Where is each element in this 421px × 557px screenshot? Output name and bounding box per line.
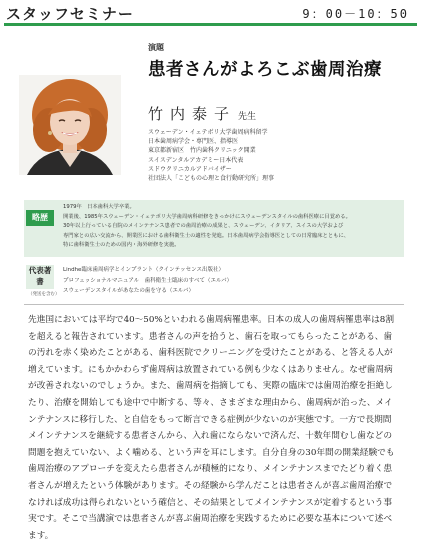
bio-line: 開業後、1985年スウェーデン・イェテボリ大学歯周病科研修をきっかけにスウェーデンスタイルの歯科医療に目覚める。 <box>63 213 351 220</box>
header-divider <box>4 23 417 26</box>
speaker-credentials <box>148 128 274 183</box>
topic-label: 演題 <box>148 42 164 52</box>
abstract-line: 歯周治療のアプローチを変えたら患者さんが積極的になり、メインテナンスまでたどり着く患 <box>28 464 393 475</box>
header <box>0 0 421 26</box>
bio-label: 略歴 <box>26 210 54 226</box>
lecture-title: 患者さんがよろこぶ歯周治療 <box>148 60 382 80</box>
seminar-time: 9：00－10：50 <box>302 7 409 21</box>
credential-line: 日本歯周病学会・専門医、指導医 <box>148 138 239 146</box>
bio-text <box>63 203 401 251</box>
bio-section <box>24 200 404 257</box>
abstract-line: 先進国においては平均で40～50%といわれる歯周病罹患率。日本の成人の歯周病罹患率は8割 <box>28 315 395 325</box>
book-item: スウェーデンスタイルがあなたの歯を守る（エルパ） <box>63 288 195 294</box>
books-label: 代表著書 <box>26 265 54 289</box>
books-list <box>63 265 232 297</box>
book-item: Lindhe臨床歯周病学とインプラント（クインテッセンス出版社） <box>63 267 225 273</box>
section-divider <box>24 304 404 305</box>
abstract-line: 問題を抱えていない、よく噛める、という声を耳にします。自分自身の30年間の開業経験でも <box>28 447 395 458</box>
portrait-image <box>19 75 121 175</box>
abstract-line: が改善されないのでしょうか。また、歯周病を指摘しても、実際の臨床では歯周治療を拒絶し <box>28 381 393 392</box>
abstract-line: なければ成功は得られないという確信と、その結果としてメインテナンスが定着するという事 <box>28 497 393 508</box>
bio-line: 特に歯科衛生士のための国内・海外研修を実施。 <box>63 242 180 248</box>
credential-line: 社団法人「こどもの心理と食行動研究所」理事 <box>148 175 275 183</box>
speaker-name <box>148 103 256 124</box>
credential-line: スイスデンタルアカデミー日本代表 <box>148 156 244 164</box>
credential-line: 東京都新宿区 竹内歯科クリニック開業 <box>148 147 256 155</box>
abstract-line: ンテナンスに移行した、と自信をもって断言できる症例が少ないのが実態です。一方で長期間 <box>28 414 392 425</box>
speaker-honorific: 先生 <box>238 112 257 122</box>
speaker-photo <box>19 75 121 175</box>
abstract-line: を超えると報告されています。患者さんの声を拾うと、歯石を取ってもらったことがある、歯 <box>28 331 393 342</box>
bio-line: 専門家との広い交流から、開業医における歯科衛生士の適性を発進。日本歯周病学会指導医としての日常臨床とともに、 <box>63 232 350 239</box>
abstract-line: 者さんが増えたという体験があります。その経験から学んだことは患者さんが喜ぶ歯周治療で <box>28 480 393 491</box>
bio-line: 30年以上行っている自院のメインテナンス患者での歯周治療の成果と、スウェーデン、イタリア、スイスの大学および <box>63 223 344 229</box>
abstract-line: たり、治療を開始しても途中で中断する、等々、さまざまな理由から、歯周病が治った、メイ <box>28 397 393 408</box>
lecture-abstract <box>28 312 404 544</box>
seminar-title: スタッフセミナー <box>6 5 134 23</box>
credential-line: スドウクリニカルアドバイザー <box>148 165 232 173</box>
books-section <box>24 262 404 298</box>
abstract-line: 増えています。にもかかわらず歯周病は放置されている例も少なくはありません。なぜ歯周病 <box>28 364 393 375</box>
abstract-line: メインテナンスを継続する患者さんから、入れ歯にならないで済んだ、十数年間むし歯などの <box>28 431 393 442</box>
speaker-name-text: 竹内泰子 <box>148 105 237 123</box>
abstract-line: 実です。そこで当講演では患者さんが喜ぶ歯周治療を実践するために必要な基本について述べ <box>28 514 393 525</box>
book-item: プロフェッショナルマニュアル 歯科衛生士臨床のすべて（エルパ） <box>63 277 233 284</box>
bio-line: 1979年 日本歯科大学卒業。 <box>63 204 135 210</box>
abstract-line: ます。 <box>28 530 54 541</box>
books-note: （発送を含む） <box>28 292 60 297</box>
credential-line: スウェーデン・イェテボリ大学歯周病科留学 <box>148 129 268 136</box>
abstract-line: の汚れを赤く染めたことがある、歯科医院でクリーニングを受けたことがある、と答える人が <box>28 348 393 359</box>
